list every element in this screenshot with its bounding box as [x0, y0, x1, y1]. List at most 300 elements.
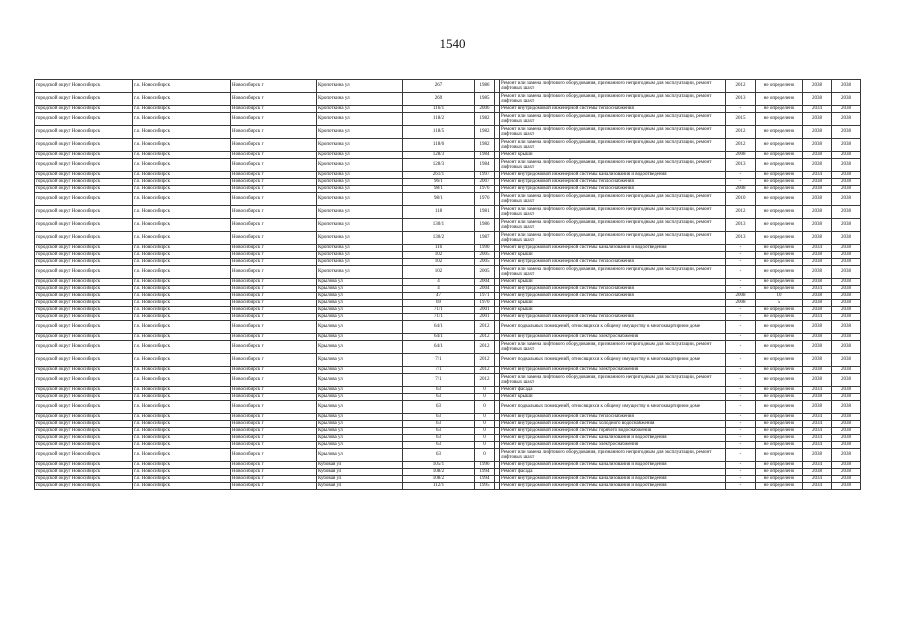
year-cell: 1986	[475, 219, 495, 232]
last-repair-year-cell: -	[726, 321, 756, 334]
page-number: 1540	[439, 36, 466, 51]
start-year-cell: 2034	[803, 421, 832, 428]
street-cell: Крылова ул	[317, 374, 403, 387]
district-cell: городской округ Новосибирск	[35, 394, 133, 401]
building-cell: 7/1	[403, 374, 475, 387]
last-repair-year-cell: 2010	[726, 193, 756, 206]
end-year-cell: 2038	[832, 113, 861, 126]
wear-cell: 10	[756, 293, 803, 300]
building-cell: 261/1	[403, 172, 475, 179]
city-cell: Новосибирск г	[231, 219, 317, 232]
district-cell: городской округ Новосибирск	[35, 106, 133, 113]
district-cell: городской округ Новосибирск	[35, 266, 133, 279]
wear-cell: не определено	[756, 354, 803, 367]
year-cell: 1982	[475, 126, 495, 139]
city-cell: Новосибирск г	[231, 442, 317, 449]
municipality-cell: г.о. Новосибирск	[133, 314, 231, 321]
year-cell: 1997	[475, 172, 495, 179]
work-type-cell: Ремонт внутридомовой инженерной системы канализования и водоотведения	[500, 435, 726, 442]
district-cell: городской округ Новосибирск	[35, 293, 133, 300]
last-repair-year-cell: -	[726, 266, 756, 279]
wear-cell: не определено	[756, 219, 803, 232]
municipality-cell: г.о. Новосибирск	[133, 469, 231, 476]
city-cell: Новосибирск г	[231, 245, 317, 252]
year-cell: 1984	[475, 159, 495, 172]
municipality-cell: г.о. Новосибирск	[133, 266, 231, 279]
building-cell: 71/1	[403, 314, 475, 321]
building-cell: 116/1	[403, 106, 475, 113]
wear-cell: не определено	[756, 414, 803, 421]
street-cell: Крылова ул	[317, 435, 403, 442]
start-year-cell: 2038	[803, 279, 832, 286]
start-year-cell: 2038	[803, 232, 832, 245]
start-year-cell: 2038	[803, 321, 832, 334]
district-cell: городской округ Новосибирск	[35, 172, 133, 179]
table-row	[35, 307, 861, 314]
work-type-cell: Ремонт внутридомовой инженерной системы электроснабжения	[500, 442, 726, 449]
city-cell: Новосибирск г	[231, 321, 317, 334]
last-repair-year-cell: 2008	[726, 300, 756, 307]
street-cell: Кропоткина ул	[317, 259, 403, 266]
street-cell: Крылова ул	[317, 421, 403, 428]
end-year-cell: 2038	[832, 293, 861, 300]
wear-cell: не определено	[756, 266, 803, 279]
street-cell: Крылова ул	[317, 293, 403, 300]
work-type-cell: Ремонт или замена лифтового оборудования, признанного непригодным для эксплуатации, ремонт лифтовых шахт	[500, 341, 726, 354]
table-row	[35, 300, 861, 307]
last-repair-year-cell: -	[726, 252, 756, 259]
start-year-cell: 2038	[803, 193, 832, 206]
work-type-cell: Ремонт внутридомовой инженерной системы канализования и водоотведения	[500, 245, 726, 252]
building-cell: 64/1	[403, 341, 475, 354]
building-cell: 118/2	[403, 113, 475, 126]
work-type-cell: Ремонт крыши	[500, 252, 726, 259]
wear-cell: не определено	[756, 179, 803, 186]
work-type-cell: Ремонт или замена лифтового оборудования, признанного непригодным для эксплуатации, ремонт лифтовых шахт	[500, 139, 726, 152]
table-row	[35, 428, 861, 435]
year-cell: 0	[475, 414, 495, 421]
table-row	[35, 159, 861, 172]
start-year-cell: 2034	[803, 106, 832, 113]
district-cell: городской округ Новосибирск	[35, 139, 133, 152]
district-cell: городской округ Новосибирск	[35, 421, 133, 428]
table-row	[35, 93, 861, 106]
district-cell: городской округ Новосибирск	[35, 219, 133, 232]
city-cell: Новосибирск г	[231, 286, 317, 293]
work-type-cell: Ремонт крыши	[500, 152, 726, 159]
city-cell: Новосибирск г	[231, 172, 317, 179]
municipality-cell: г.о. Новосибирск	[133, 193, 231, 206]
year-cell: 1984	[475, 152, 495, 159]
street-cell: Крылова ул	[317, 286, 403, 293]
street-cell: Кропоткина ул	[317, 232, 403, 245]
year-cell: 1990	[475, 245, 495, 252]
building-cell: 112/1	[403, 483, 475, 490]
end-year-cell: 2038	[832, 139, 861, 152]
city-cell: Новосибирск г	[231, 354, 317, 367]
end-year-cell: 2038	[832, 126, 861, 139]
start-year-cell: 2034	[803, 245, 832, 252]
year-cell: 0	[475, 394, 495, 401]
table-row	[35, 259, 861, 266]
municipality-cell: г.о. Новосибирск	[133, 374, 231, 387]
district-cell: городской округ Новосибирск	[35, 80, 133, 93]
start-year-cell: 2038	[803, 93, 832, 106]
city-cell: Новосибирск г	[231, 293, 317, 300]
year-cell: 2005	[475, 259, 495, 266]
municipality-cell: г.о. Новосибирск	[133, 126, 231, 139]
year-cell: 0	[475, 428, 495, 435]
year-cell: 0	[475, 401, 495, 414]
municipality-cell: г.о. Новосибирск	[133, 106, 231, 113]
wear-cell: не определено	[756, 374, 803, 387]
start-year-cell: 2038	[803, 469, 832, 476]
municipality-cell: г.о. Новосибирск	[133, 179, 231, 186]
wear-cell: не определено	[756, 421, 803, 428]
street-cell: Крылова ул	[317, 387, 403, 394]
work-type-cell: Ремонт или замена лифтового оборудования, признанного непригодным для эксплуатации, ремонт лифтовых шахт	[500, 374, 726, 387]
building-cell: 4	[403, 286, 475, 293]
end-year-cell: 2038	[832, 449, 861, 462]
municipality-cell: г.о. Новосибирск	[133, 428, 231, 435]
start-year-cell: 2038	[803, 449, 832, 462]
end-year-cell: 2038	[832, 259, 861, 266]
work-type-cell: Ремонт крыши	[500, 300, 726, 307]
municipality-cell: г.о. Новосибирск	[133, 483, 231, 490]
year-cell: 1971	[475, 293, 495, 300]
street-cell: Крылова ул	[317, 367, 403, 374]
building-cell: 4	[403, 279, 475, 286]
city-cell: Новосибирск г	[231, 252, 317, 259]
wear-cell: не определено	[756, 341, 803, 354]
table-row	[35, 449, 861, 462]
city-cell: Новосибирск г	[231, 307, 317, 314]
work-type-cell: Ремонт крыши	[500, 279, 726, 286]
start-year-cell: 2038	[803, 293, 832, 300]
municipality-cell: г.о. Новосибирск	[133, 279, 231, 286]
last-repair-year-cell: -	[726, 374, 756, 387]
district-cell: городской округ Новосибирск	[35, 307, 133, 314]
end-year-cell: 2038	[832, 367, 861, 374]
district-cell: городской округ Новосибирск	[35, 334, 133, 341]
city-cell: Новосибирск г	[231, 179, 317, 186]
city-cell: Новосибирск г	[231, 394, 317, 401]
street-cell: Крылова ул	[317, 334, 403, 341]
work-type-cell: Ремонт внутридомовой инженерной системы теплоснабжения	[500, 293, 726, 300]
building-cell: 102	[403, 266, 475, 279]
building-cell: 63	[403, 421, 475, 428]
last-repair-year-cell: 2012	[726, 206, 756, 219]
building-cell: 63	[403, 394, 475, 401]
last-repair-year-cell: -	[726, 245, 756, 252]
work-type-cell: Ремонт крыши	[500, 307, 726, 314]
end-year-cell: 2038	[832, 206, 861, 219]
street-cell: Кропоткина ул	[317, 193, 403, 206]
wear-cell: не определено	[756, 469, 803, 476]
start-year-cell: 2038	[803, 266, 832, 279]
table-row	[35, 469, 861, 476]
last-repair-year-cell: 2013	[726, 159, 756, 172]
wear-cell: не определено	[756, 232, 803, 245]
district-cell: городской округ Новосибирск	[35, 374, 133, 387]
end-year-cell: 2038	[832, 307, 861, 314]
year-cell: 0	[475, 449, 495, 462]
work-type-cell: Ремонт внутридомовой инженерной системы горячего водоснабжения	[500, 428, 726, 435]
wear-cell: не определено	[756, 106, 803, 113]
end-year-cell: 2038	[832, 387, 861, 394]
wear-cell: не определено	[756, 449, 803, 462]
street-cell: Кропоткина ул	[317, 252, 403, 259]
end-year-cell: 2038	[832, 421, 861, 428]
municipality-cell: г.о. Новосибирск	[133, 259, 231, 266]
wear-cell: не определено	[756, 462, 803, 469]
building-cell: 130/1	[403, 219, 475, 232]
last-repair-year-cell: -	[726, 106, 756, 113]
city-cell: Новосибирск г	[231, 341, 317, 354]
start-year-cell: 2034	[803, 387, 832, 394]
work-type-cell: Ремонт внутридомовой инженерной системы холодного водоснабжения	[500, 421, 726, 428]
building-cell: 64/1	[403, 334, 475, 341]
start-year-cell: 2038	[803, 394, 832, 401]
work-type-cell: Ремонт или замена лифтового оборудования, признанного непригодным для эксплуатации, ремонт лифтовых шахт	[500, 266, 726, 279]
work-type-cell: Ремонт крыши	[500, 394, 726, 401]
municipality-cell: г.о. Новосибирск	[133, 334, 231, 341]
building-cell: 47	[403, 293, 475, 300]
municipality-cell: г.о. Новосибирск	[133, 421, 231, 428]
building-cell: 63	[403, 442, 475, 449]
street-cell: Крылова ул	[317, 414, 403, 421]
last-repair-year-cell: -	[726, 334, 756, 341]
building-cell: 108/2	[403, 469, 475, 476]
work-type-cell: Ремонт внутридомовой инженерной системы канализования и водоотведения	[500, 172, 726, 179]
district-cell: городской округ Новосибирск	[35, 300, 133, 307]
wear-cell: не определено	[756, 206, 803, 219]
city-cell: Новосибирск г	[231, 401, 317, 414]
start-year-cell: 2034	[803, 483, 832, 490]
municipality-cell: г.о. Новосибирск	[133, 449, 231, 462]
street-cell: Кропоткина ул	[317, 80, 403, 93]
year-cell: 2006	[475, 106, 495, 113]
table-row	[35, 321, 861, 334]
city-cell: Новосибирск г	[231, 139, 317, 152]
last-repair-year-cell: -	[726, 387, 756, 394]
district-cell: городской округ Новосибирск	[35, 245, 133, 252]
work-type-cell: Ремонт или замена лифтового оборудования, признанного непригодным для эксплуатации, ремонт лифтовых шахт	[500, 113, 726, 126]
street-cell: Крылова ул	[317, 279, 403, 286]
end-year-cell: 2038	[832, 483, 861, 490]
district-cell: городской округ Новосибирск	[35, 252, 133, 259]
district-cell: городской округ Новосибирск	[35, 469, 133, 476]
table-row	[35, 476, 861, 483]
table-row	[35, 179, 861, 186]
end-year-cell: 2038	[832, 106, 861, 113]
wear-cell: не определено	[756, 428, 803, 435]
municipality-cell: г.о. Новосибирск	[133, 387, 231, 394]
building-cell: 269	[403, 93, 475, 106]
start-year-cell: 2038	[803, 401, 832, 414]
last-repair-year-cell: 2012	[726, 126, 756, 139]
municipality-cell: г.о. Новосибирск	[133, 367, 231, 374]
last-repair-year-cell: -	[726, 307, 756, 314]
building-cell: 102	[403, 252, 475, 259]
municipality-cell: г.о. Новосибирск	[133, 252, 231, 259]
work-type-cell: Ремонт или замена лифтового оборудования, признанного непригодным для эксплуатации, ремонт лифтовых шахт	[500, 232, 726, 245]
end-year-cell: 2038	[832, 374, 861, 387]
building-cell: 98/1	[403, 186, 475, 193]
district-cell: городской округ Новосибирск	[35, 113, 133, 126]
district-cell: городской округ Новосибирск	[35, 476, 133, 483]
last-repair-year-cell: 2008	[726, 293, 756, 300]
work-type-cell: Ремонт внутридомовой инженерной системы теплоснабжения	[500, 106, 726, 113]
year-cell: 1986	[475, 80, 495, 93]
wear-cell: не определено	[756, 279, 803, 286]
last-repair-year-cell: 2012	[726, 80, 756, 93]
last-repair-year-cell: -	[726, 401, 756, 414]
city-cell: Новосибирск г	[231, 80, 317, 93]
year-cell: 2004	[475, 286, 495, 293]
end-year-cell: 2038	[832, 442, 861, 449]
street-cell: Кропоткина ул	[317, 179, 403, 186]
table-row	[35, 279, 861, 286]
building-cell: 118/5	[403, 126, 475, 139]
last-repair-year-cell: -	[726, 476, 756, 483]
wear-cell: не определено	[756, 126, 803, 139]
table-row	[35, 193, 861, 206]
building-cell: 63	[403, 401, 475, 414]
work-type-cell: Ремонт фасада	[500, 469, 726, 476]
work-type-cell: Ремонт внутридомовой инженерной системы канализования и водоотведения	[500, 462, 726, 469]
building-cell: 98/1	[403, 193, 475, 206]
end-year-cell: 2038	[832, 462, 861, 469]
table-row	[35, 139, 861, 152]
table-row	[35, 462, 861, 469]
start-year-cell: 2034	[803, 476, 832, 483]
municipality-cell: г.о. Новосибирск	[133, 476, 231, 483]
start-year-cell: 2038	[803, 354, 832, 367]
last-repair-year-cell: -	[726, 354, 756, 367]
street-cell: Крылова ул	[317, 307, 403, 314]
year-cell: 1996	[475, 462, 495, 469]
municipality-cell: г.о. Новосибирск	[133, 354, 231, 367]
table-row	[35, 126, 861, 139]
wear-cell: не определено	[756, 93, 803, 106]
start-year-cell: 2034	[803, 442, 832, 449]
table-row	[35, 266, 861, 279]
street-cell: Кропоткина ул	[317, 113, 403, 126]
end-year-cell: 2038	[832, 314, 861, 321]
work-type-cell: Ремонт внутридомовой инженерной системы теплоснабжения	[500, 286, 726, 293]
year-cell: 1987	[475, 232, 495, 245]
last-repair-year-cell: -	[726, 367, 756, 374]
table-row	[35, 354, 861, 367]
city-cell: Новосибирск г	[231, 367, 317, 374]
last-repair-year-cell: 2013	[726, 93, 756, 106]
year-cell: 2004	[475, 279, 495, 286]
wear-cell: не определено	[756, 435, 803, 442]
end-year-cell: 2038	[832, 476, 861, 483]
municipality-cell: г.о. Новосибирск	[133, 159, 231, 172]
street-cell: Крылова ул	[317, 449, 403, 462]
city-cell: Новосибирск г	[231, 300, 317, 307]
last-repair-year-cell: -	[726, 394, 756, 401]
table-row	[35, 435, 861, 442]
wear-cell: не определено	[756, 476, 803, 483]
street-cell: Крылова ул	[317, 401, 403, 414]
start-year-cell: 2038	[803, 374, 832, 387]
start-year-cell: 2038	[803, 80, 832, 93]
district-cell: городской округ Новосибирск	[35, 232, 133, 245]
building-cell: 64/1	[403, 321, 475, 334]
work-type-cell: Ремонт или замена лифтового оборудования, признанного непригодным для эксплуатации, ремонт лифтовых шахт	[500, 93, 726, 106]
table-row	[35, 219, 861, 232]
start-year-cell: 2038	[803, 307, 832, 314]
start-year-cell: 2034	[803, 428, 832, 435]
work-type-cell: Ремонт внутридомовой инженерной системы теплоснабжения	[500, 314, 726, 321]
district-cell: городской округ Новосибирск	[35, 483, 133, 490]
city-cell: Новосибирск г	[231, 152, 317, 159]
street-cell: Крылова ул	[317, 341, 403, 354]
work-type-cell: Ремонт или замена лифтового оборудования, признанного непригодным для эксплуатации, ремонт лифтовых шахт	[500, 449, 726, 462]
year-cell: 0	[475, 435, 495, 442]
street-cell: Кропоткина ул	[317, 93, 403, 106]
municipality-cell: г.о. Новосибирск	[133, 442, 231, 449]
municipality-cell: г.о. Новосибирск	[133, 435, 231, 442]
last-repair-year-cell: -	[726, 449, 756, 462]
street-cell: Кубовая ул	[317, 483, 403, 490]
street-cell: Кропоткина ул	[317, 206, 403, 219]
end-year-cell: 2038	[832, 159, 861, 172]
year-cell: 2001	[475, 307, 495, 314]
building-cell: 63	[403, 414, 475, 421]
year-cell: 2012	[475, 334, 495, 341]
district-cell: городской округ Новосибирск	[35, 387, 133, 394]
building-cell: 63	[403, 435, 475, 442]
wear-cell: 5	[756, 300, 803, 307]
city-cell: Новосибирск г	[231, 483, 317, 490]
year-cell: 2001	[475, 314, 495, 321]
table-row	[35, 286, 861, 293]
district-cell: городской округ Новосибирск	[35, 206, 133, 219]
last-repair-year-cell: -	[726, 172, 756, 179]
street-cell: Крылова ул	[317, 300, 403, 307]
end-year-cell: 2038	[832, 80, 861, 93]
table-row	[35, 341, 861, 354]
city-cell: Новосибирск г	[231, 113, 317, 126]
street-cell: Кропоткина ул	[317, 186, 403, 193]
city-cell: Новосибирск г	[231, 106, 317, 113]
table-row	[35, 106, 861, 113]
table-row	[35, 374, 861, 387]
district-cell: городской округ Новосибирск	[35, 179, 133, 186]
city-cell: Новосибирск г	[231, 186, 317, 193]
year-cell: 2007	[475, 179, 495, 186]
start-year-cell: 2034	[803, 286, 832, 293]
end-year-cell: 2038	[832, 266, 861, 279]
table-body	[35, 80, 861, 490]
end-year-cell: 2038	[832, 414, 861, 421]
district-cell: городской округ Новосибирск	[35, 259, 133, 266]
wear-cell: не определено	[756, 321, 803, 334]
district-cell: городской округ Новосибирск	[35, 126, 133, 139]
table-row	[35, 186, 861, 193]
start-year-cell: 2038	[803, 126, 832, 139]
municipality-cell: г.о. Новосибирск	[133, 245, 231, 252]
building-cell: 71/1	[403, 307, 475, 314]
end-year-cell: 2038	[832, 394, 861, 401]
year-cell: 1982	[475, 113, 495, 126]
district-cell: городской округ Новосибирск	[35, 462, 133, 469]
building-cell: 128/3	[403, 159, 475, 172]
